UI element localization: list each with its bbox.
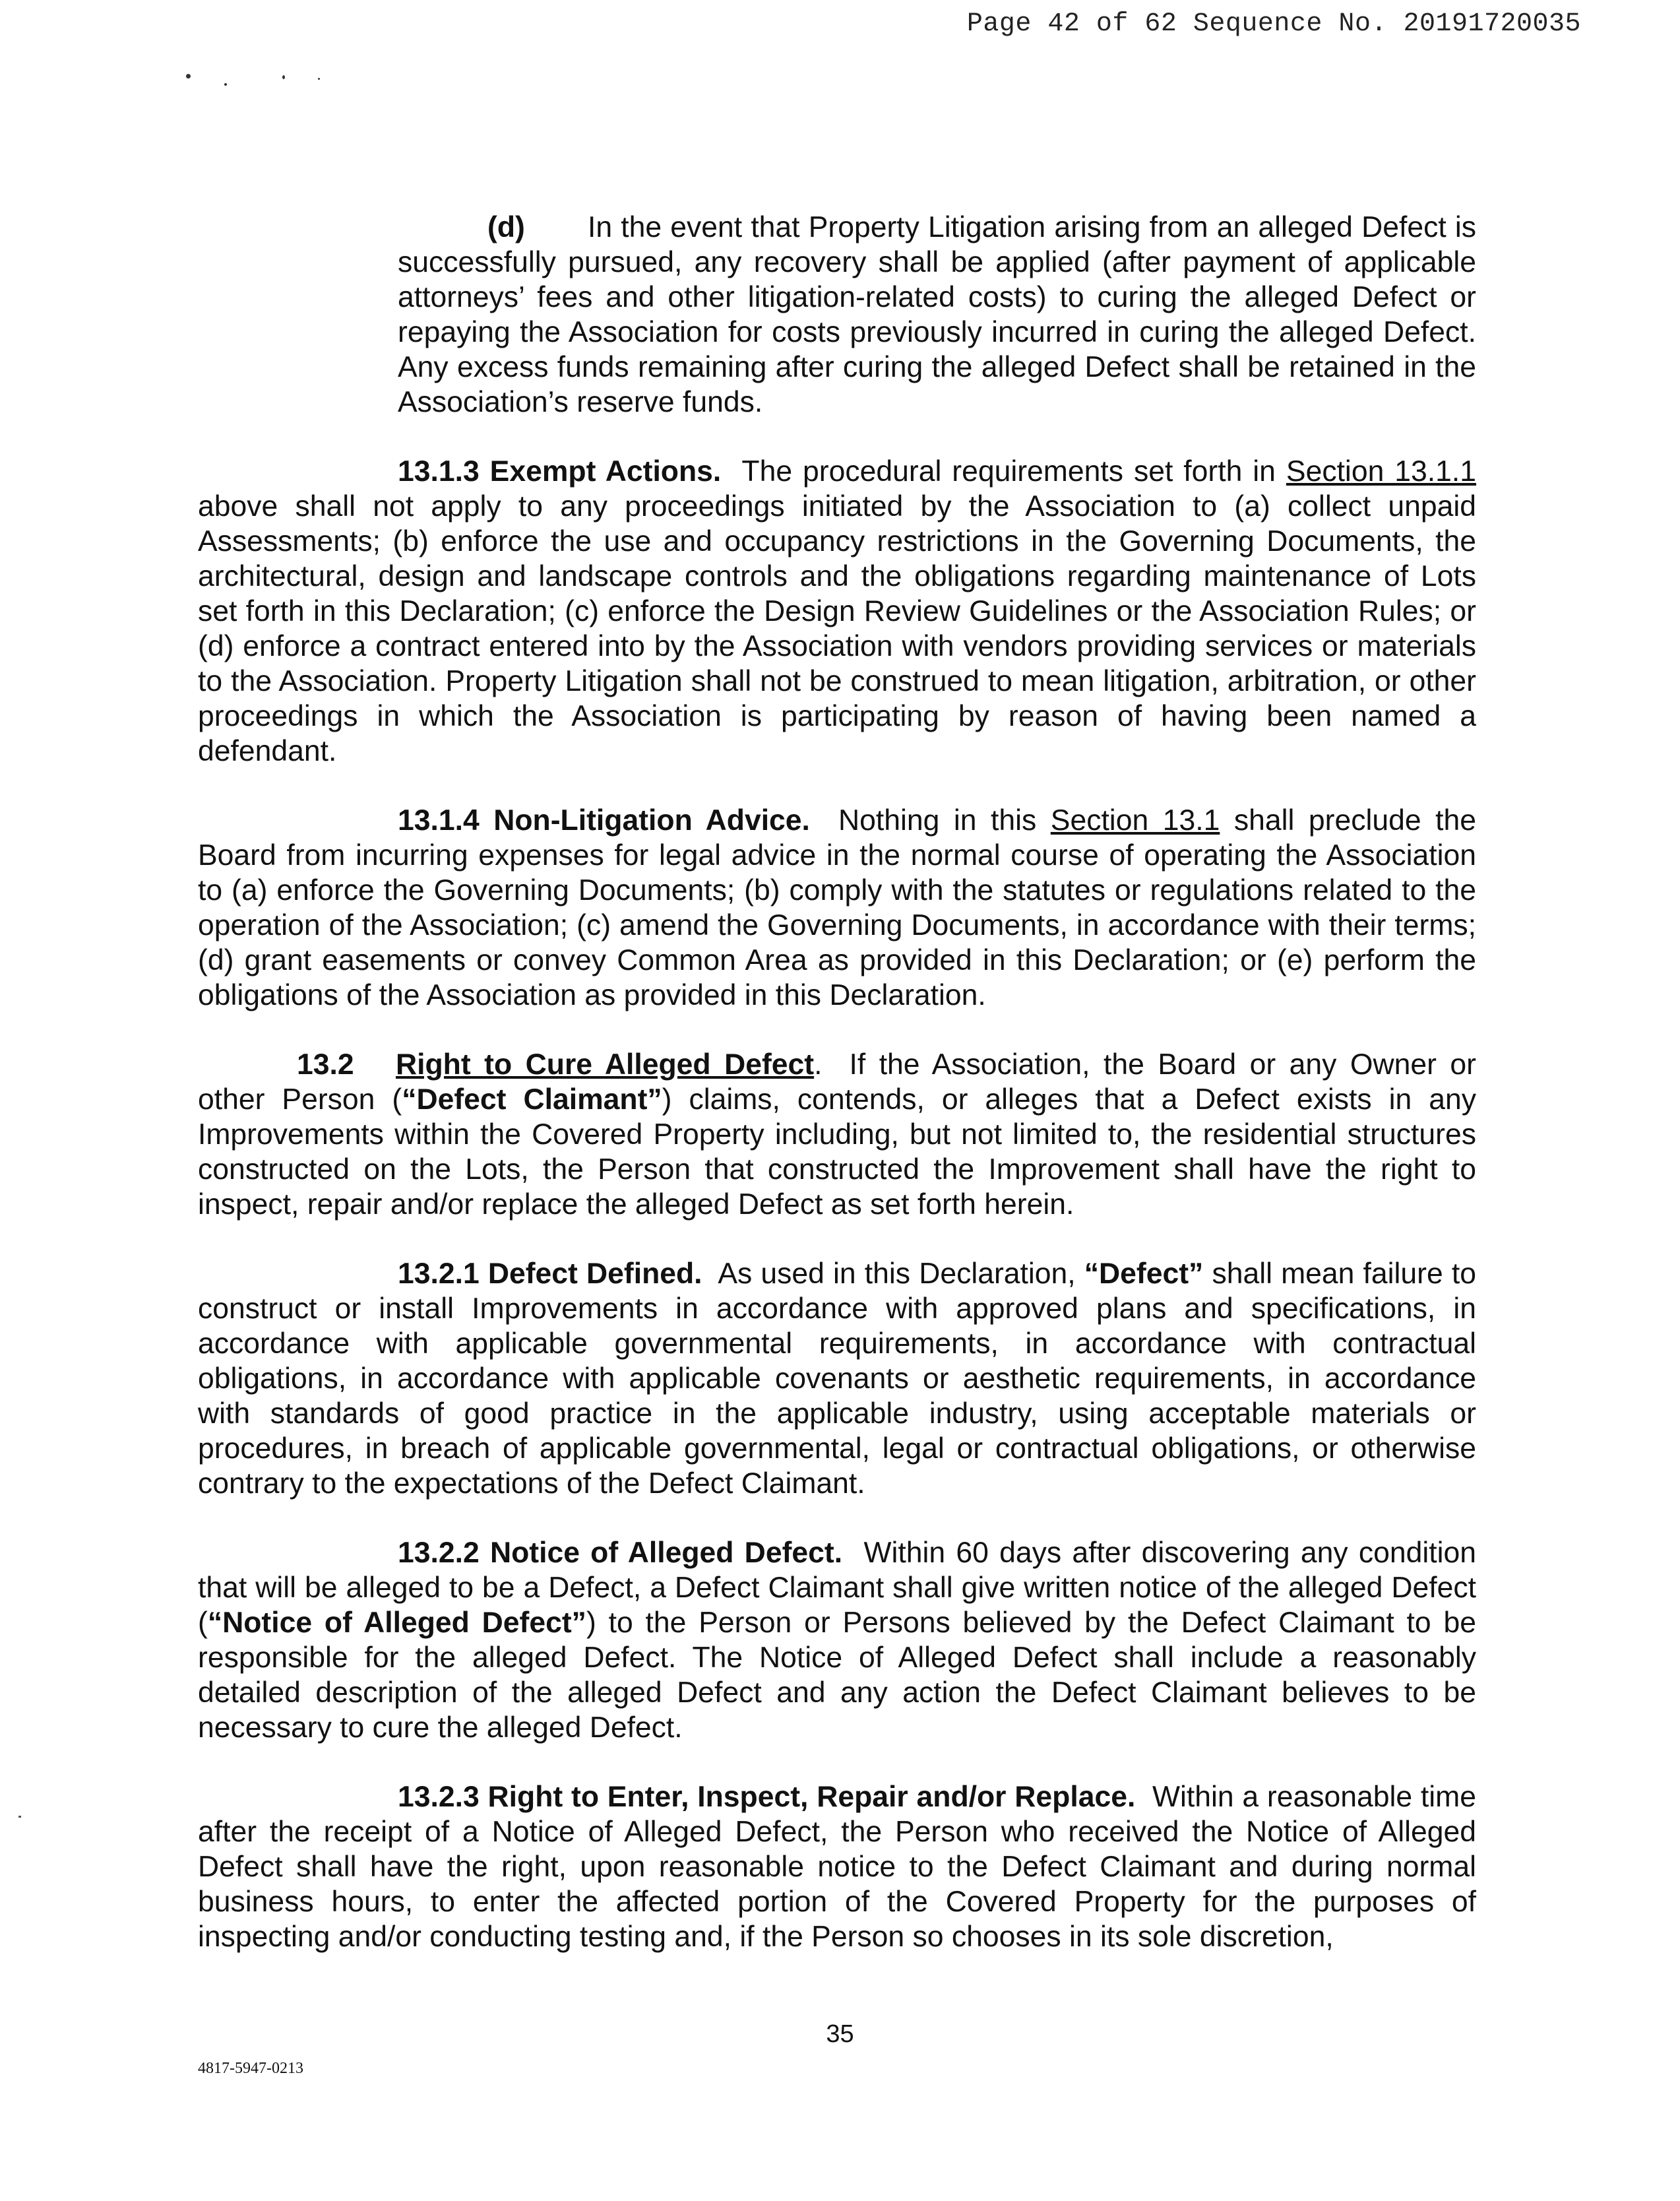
section-13-2-1: [198, 1256, 1476, 1501]
section-13-2-2-text-a: Within 60 days after discovering any condition that will be alleged to be a Defect, a Defect Claimant shall give written notice of the alleged Defect (: [198, 1537, 1476, 1639]
section-13-2-2-text-b: ) to the Person or Persons believed by the Defect Claimant to be responsible for the alleged Defect. The Notice of Alleged Defect shall include a reasonably detailed description of the alleged Defect and any action the Defect Claimant believes to be necessary to cure the alleged Defect.: [198, 1607, 1477, 1744]
section-13-1-4-text-a: Nothing in this: [838, 804, 1037, 837]
section-13-2-1-defined-term: “Defect”: [1084, 1258, 1204, 1290]
section-13-1-3-reference: Section 13.1.1: [1286, 455, 1477, 488]
section-13-1-4-reference: Section 13.1: [1050, 804, 1220, 837]
document-id: 4817-5947-0213: [198, 2060, 303, 2077]
page-number: 35: [826, 2020, 854, 2048]
section-13-1-3: [198, 454, 1476, 769]
section-13-2-1-title: 13.2.1 Defect Defined.: [398, 1258, 702, 1290]
section-13-2-3-title: 13.2.3 Right to Enter, Inspect, Repair and/or Replace.: [398, 1781, 1136, 1813]
paragraph-d-label: (d): [487, 211, 525, 243]
page-sequence-header: Page 42 of 62 Sequence No. 20191720035: [966, 9, 1581, 39]
section-13-2-3-text-a: Within a reasonable time after the receipt of a Notice of Alleged Defect, the Person who received the Notice of Alleged Defect shall have the right, upon reasonable notice to the Defect Claimant and during normal business hours, to enter the affected portion of the Covered Property for the purposes of inspecting and/or conducting testing and, if the Person so chooses in its sole discretion,: [198, 1781, 1477, 1953]
section-13-2-title: Right to Cure Alleged Defect: [396, 1048, 815, 1081]
section-13-2: [198, 1047, 1476, 1222]
paragraph-d-text: In the event that Property Litigation arising from an alleged Defect is successfully pursued, any recovery shall be applied (after payment of applicable attorneys’ fees and other litigation-related costs) to curing the alleged Defect or repaying the Association for costs previously incurred in curing the alleged Defect. Any excess funds remaining after curing the alleged Defect shall be retained in the Association’s reserve funds.: [398, 211, 1476, 418]
section-13-1-3-text-a: The procedural requirements set forth in: [741, 455, 1276, 488]
section-13-1-4-text-b: shall preclude the Board from incurring expenses for legal advice in the normal course of operating the Association to (a) enforce the Governing Documents; (b) comply with the statutes or regulations related to the operation of the Association; (c) amend the Governing Documents, in accordance with their terms; (d) grant easements or convey Common Area as provided in this Declaration; or (e) perform the obligations of the Association as provided in this Declaration.: [198, 804, 1476, 1011]
section-13-1-4: [198, 803, 1476, 1013]
section-13-1-3-title: 13.1.3 Exempt Actions.: [398, 455, 722, 488]
scan-artifact-dot: [18, 1816, 21, 1818]
section-13-2-text-b: ) claims, contends, or alleges that a Defect exists in any Improvements within the Covered Property including, but not limited to, the residential structures constructed on the Lots, the Person that constructed the Improvement shall have the right to inspect, repair and/or replace the alleged Defect as set forth herein.: [198, 1083, 1476, 1221]
scan-artifact-marks: [178, 66, 336, 92]
section-13-2-1-text-a: As used in this Declaration,: [718, 1258, 1076, 1290]
section-13-1-4-title: 13.1.4 Non-Litigation Advice.: [398, 804, 810, 837]
section-13-2-text-a: If the Association, the Board or any Owner or other Person (: [198, 1048, 1476, 1116]
section-13-2-2-defined-term: “Notice of Alleged Defect”: [207, 1607, 586, 1639]
section-13-1-3-text-b: above shall not apply to any proceedings initiated by the Association to (a) collect unpaid Assessments; (b) enforce the use and occupancy restrictions in the Governing Documents, the architectural, design and landscape controls and the obligations regarding maintenance of Lots set forth in this Declaration; (c) enforce the Design Review Guidelines or the Association Rules; or (d) enforce a contract entered into by the Association with vendors providing services or materials to the Association. Property Litigation shall not be construed to mean litigation, arbitration, or other proceedings in which the Association is participating by reason of having been named a defendant.: [198, 490, 1476, 767]
paragraph-d: [398, 210, 1476, 420]
section-13-2-2: [198, 1535, 1476, 1745]
section-13-2-title-end: .: [814, 1048, 823, 1081]
section-13-2-3: [198, 1779, 1476, 1954]
section-13-2-1-text-b: shall mean failure to construct or install Improvements in accordance with approved plans and specifications, in accordance with applicable governmental requirements, in accordance with contractual obligations, in accordance with applicable covenants or aesthetic requirements, in accordance with standards of good practice in the applicable industry, using acceptable materials or procedures, in breach of applicable governmental, legal or contractual obligations, or otherwise contrary to the expectations of the Defect Claimant.: [198, 1258, 1476, 1500]
section-13-2-defined-term: “Defect Claimant”: [402, 1083, 662, 1116]
section-13-2-number: 13.2: [297, 1048, 354, 1081]
section-13-2-2-title: 13.2.2 Notice of Alleged Defect.: [398, 1537, 843, 1569]
document-body: [198, 210, 1476, 1989]
